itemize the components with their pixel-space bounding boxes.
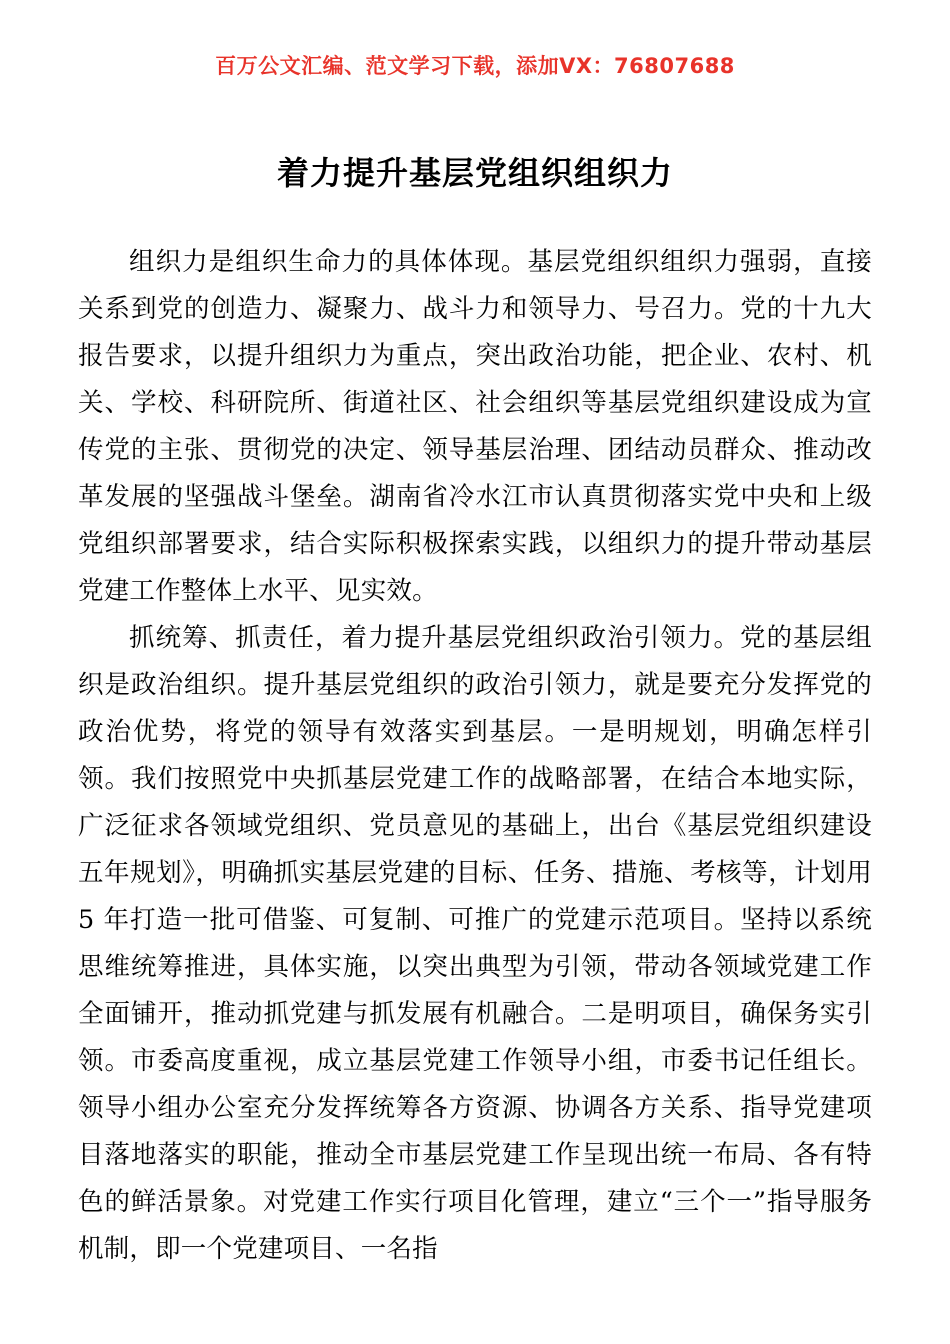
page-title: 着力提升基层党组织组织力 [276,154,673,193]
paragraph: 抓统筹、抓责任，着力提升基层党组织政治引领力。党的基层组织是政治组织。提升基层党组织的政治引领力，就是要充分发挥党的政治优势，将党的领导有效落实到基层。一是明规划，明确怎样引领。我们按照党中央抓基层党建工作的战略部署，在结合本地实际，广泛征求各领域党组织、党员意见的基础上，出台《基层党组织建设五年规划》，明确抓实基层党建的目标、任务、措施、考核等，计划用 5 年打造一批可借鉴、可复制、可推广的党建示范项目。坚持以系统思维统筹推进，具体实施，以突出典型为引领，带动各领域党建工作全面铺开，推动抓党建与抓发展有机融合。二是明项目，确保务实引领。市委高度重视，成立基层党建工作领导小组，市委书记任组长。领导小组办公室充分发挥统筹各方资源、协调各方关系、指导党建项目落地落实的职能，推动全市基层党建工作呈现出统一布局、各有特色的鲜活景象。对党建工作实行项目化管理，建立“三个一”指导服务机制，即一个党建项目、一名指 [78,622,872,1264]
paragraph: 组织力是组织生命力的具体体现。基层党组织组织力强弱，直接关系到党的创造力、凝聚力、战斗力和领导力、号召力。党的十九大报告要求，以提升组织力为重点，突出政治功能，把企业、农村、机关、学校、科研院所、街道社区、社会组织等基层党组织建设成为宣传党的主张、贯彻党的决定、领导基层治理、团结动员群众、推动改革发展的坚强战斗堡垒。湖南省冷水江市认真贯彻落实党中央和上级党组织部署要求，结合实际积极探索实践，以组织力的提升带动基层党建工作整体上水平、见实效。 [78,246,872,606]
document-body [78,239,872,1273]
promo-banner: 百万公文汇编、范文学习下载，添加VX：76807688 [215,54,735,78]
